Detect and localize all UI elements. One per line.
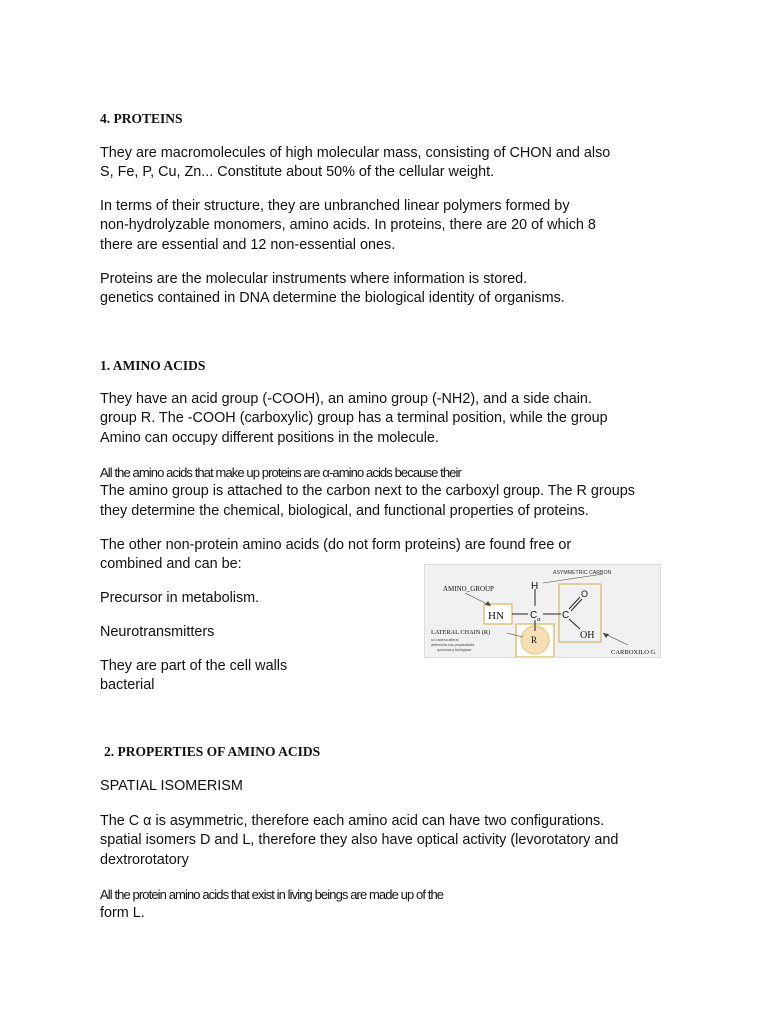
label-lateral-chain: LATERAL CHAIN (R) [431, 629, 491, 636]
text-line: combined and can be: [100, 556, 242, 573]
condensed-text-line: All the amino acids that make up proteins are α-amino acids because their [100, 465, 461, 480]
text-line: Amino can occupy different positions in the molecule. [100, 429, 439, 446]
atom-o: O [581, 589, 589, 599]
amino-acids-paragraph-2 [100, 463, 635, 521]
properties-paragraph-1 [100, 812, 618, 870]
lateral-chain-desc-1: su cadena lateral [431, 638, 459, 642]
proteins-paragraph-3 [100, 270, 565, 309]
text-line: Neurotransmitters [100, 624, 215, 640]
text-line: bacterial [100, 677, 155, 694]
atom-h: H [531, 581, 539, 592]
text-line: They are part of the cell walls [100, 658, 288, 674]
section-title-proteins: 4. PROTEINS [100, 111, 183, 126]
atom-r: R [531, 635, 538, 645]
text-line: form L. [100, 905, 145, 922]
text-line: S, Fe, P, Cu, Zn... Constitute about 50% of the cellular weight. [100, 164, 495, 181]
atom-hn: HN [488, 610, 504, 622]
text-line: they determine the chemical, biological, and functional properties of proteins. [100, 502, 589, 519]
section-title-amino-acids: 1. AMINO ACIDS [100, 358, 206, 373]
label-asymmetric-carbon: ASYMMETRIC CARBON [553, 570, 612, 576]
text-line: SPATIAL ISOMERISM [100, 778, 243, 794]
atom-oh: OH [580, 630, 595, 641]
amino-acid-diagram [425, 565, 661, 658]
lateral-chain-desc-2: determina sus propiedades [431, 643, 475, 647]
text-line: there are essential and 12 non-essential ones. [100, 236, 396, 253]
list-item-neurotransmitters [100, 623, 214, 642]
text-line: Proteins are the molecular instruments where information is stored. [100, 271, 528, 287]
text-line: non-hydrolyzable monomers, amino acids. In proteins, there are 20 of which 8 [100, 217, 596, 234]
text-line: They are macromolecules of high molecular mass, consisting of CHON and also [100, 145, 611, 161]
section-title-properties: 2. PROPERTIES OF AMINO ACIDS [104, 744, 321, 759]
label-amino-group: AMINO_GROUP [443, 585, 494, 593]
text-line: genetics contained in DNA determine the biological identity of organisms. [100, 290, 565, 307]
text-line: dextrorotatory [100, 851, 189, 868]
amino-acids-paragraph-1 [100, 390, 608, 448]
list-item-precursor [100, 589, 259, 608]
text-line: group R. The -COOH (carboxylic) group has a terminal position, while the group [100, 410, 608, 427]
text-line: In terms of their structure, they are unbranched linear polymers formed by [100, 198, 570, 214]
bond-oh [569, 619, 580, 629]
text-line: spatial isomers D and L, therefore they also have optical activity (levorotatory and [100, 832, 619, 849]
text-line: The C α is asymmetric, therefore each amino acid can have two configurations. [100, 813, 605, 829]
text-line: Precursor in metabolism. [100, 590, 260, 606]
condensed-text-line: All the protein amino acids that exist in living beings are made up of the [100, 887, 444, 902]
atom-c-alpha: C [530, 610, 538, 621]
proteins-paragraph-1 [100, 144, 610, 183]
alpha-symbol: α [537, 617, 541, 623]
text-line: They have an acid group (-COOH), an amino group (-NH2), and a side chain. [100, 391, 592, 407]
properties-paragraph-2 [100, 885, 443, 924]
amino-acid-structure-figure [424, 564, 661, 658]
text-line: The other non-protein amino acids (do not form proteins) are found free or [100, 537, 572, 553]
text-line: The amino group is attached to the carbon next to the carboxyl group. The R groups [100, 483, 635, 500]
proteins-paragraph-2 [100, 197, 596, 255]
spatial-isomerism-subtitle [100, 777, 243, 796]
list-item-cell-walls [100, 657, 287, 696]
atom-c: C [562, 610, 570, 621]
lateral-chain-desc-3: químicas y biológicas [437, 648, 472, 652]
label-carboxyl: CARBOXILO G [611, 649, 656, 656]
